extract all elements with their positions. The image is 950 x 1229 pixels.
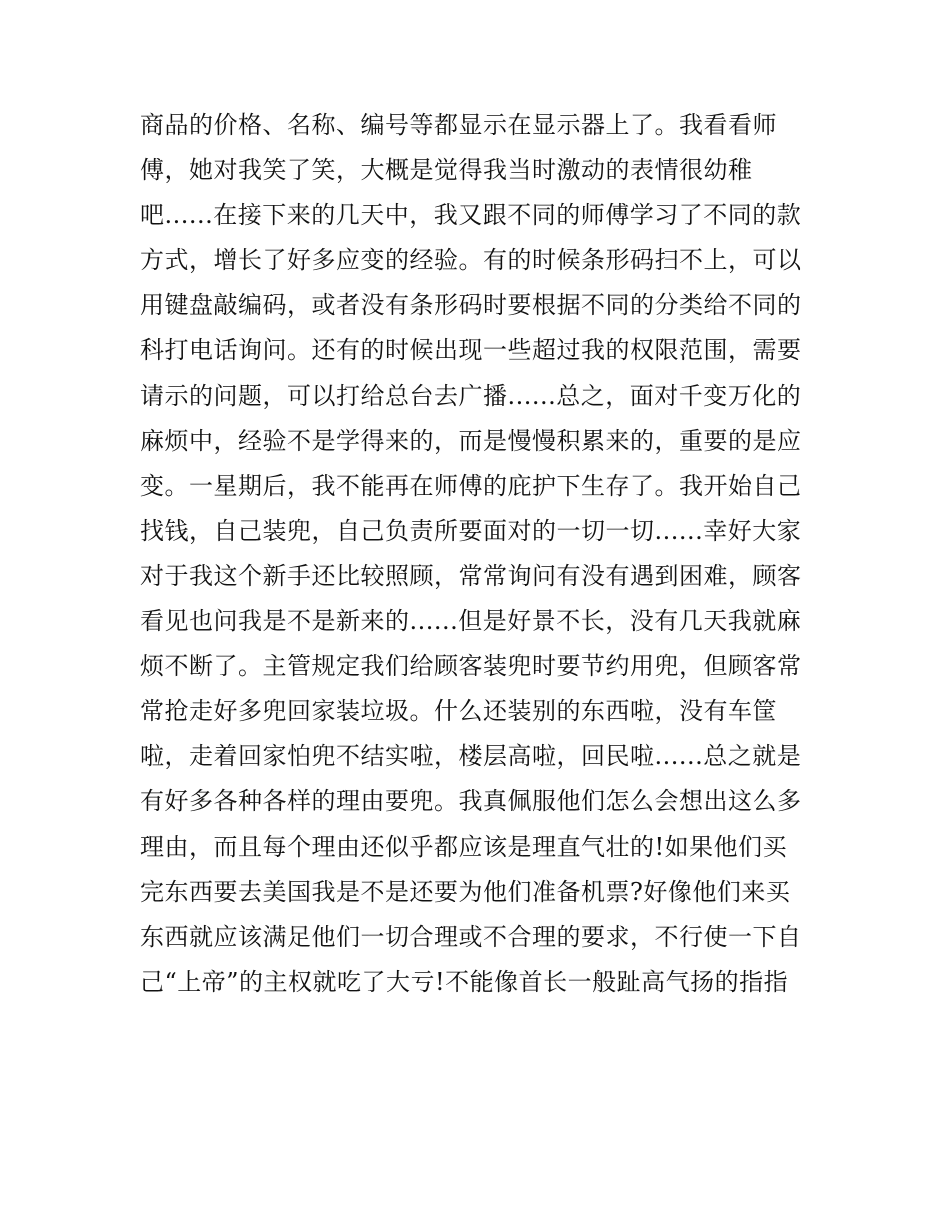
text-line: 用键盘敲编码，或者没有条形码时要根据不同的分类给不同的 — [140, 291, 802, 320]
text-line: 方式，增长了好多应变的经验。有的时候条形码扫不上，可以 — [140, 246, 802, 275]
text-line: 有好多各种各样的理由要兜。我真佩服他们怎么会想出这么多 — [140, 787, 802, 816]
text-line: 完东西要去美国我是不是还要为他们准备机票?好像他们来买 — [140, 877, 791, 906]
text-line: 理由，而且每个理由还似乎都应该是理直气壮的!如果他们买 — [140, 832, 788, 861]
text-line: 东西就应该满足他们一切合理或不合理的要求，不行使一下自 — [140, 922, 802, 951]
text-line: 烦不断了。主管规定我们给顾客装兜时要节约用兜，但顾客常 — [140, 652, 802, 681]
text-line: 变。一星期后，我不能再在师傅的庇护下生存了。我开始自己 — [140, 471, 802, 500]
text-line: 常抢走好多兜回家装垃圾。什么还装别的东西啦，没有车筐 — [140, 697, 777, 726]
text-line: 商品的价格、名称、编号等都显示在显示器上了。我看看师 — [140, 111, 777, 139]
text-line: 对于我这个新手还比较照顾，常常询问有没有遇到困难，顾客 — [140, 561, 802, 590]
text-line: 己“上帝”的主权就吃了大亏!不能像首长一般趾高气扬的指指 — [140, 967, 789, 996]
text-line: 看见也问我是不是新来的......但是好景不长，没有几天我就麻 — [140, 607, 802, 636]
text-line: 科打电话询问。还有的时候出现一些超过我的权限范围，需要 — [140, 336, 802, 365]
text-line: 吧......在接下来的几天中，我又跟不同的师傅学习了不同的款 — [140, 201, 802, 230]
text-line: 请示的问题，可以打给总台去广播......总之，面对千变万化的 — [140, 381, 802, 410]
text-line: 找钱，自己装兜，自己负责所要面对的一切一切......幸好大家 — [140, 516, 802, 545]
text-line: 麻烦中，经验不是学得来的，而是慢慢积累来的，重要的是应 — [140, 426, 802, 455]
body-text — [140, 103, 820, 1005]
text-line: 傅，她对我笑了笑，大概是觉得我当时激动的表情很幼稚 — [140, 156, 753, 185]
text-line: 啦，走着回家怕兜不结实啦，楼层高啦，回民啦......总之就是 — [140, 742, 802, 771]
